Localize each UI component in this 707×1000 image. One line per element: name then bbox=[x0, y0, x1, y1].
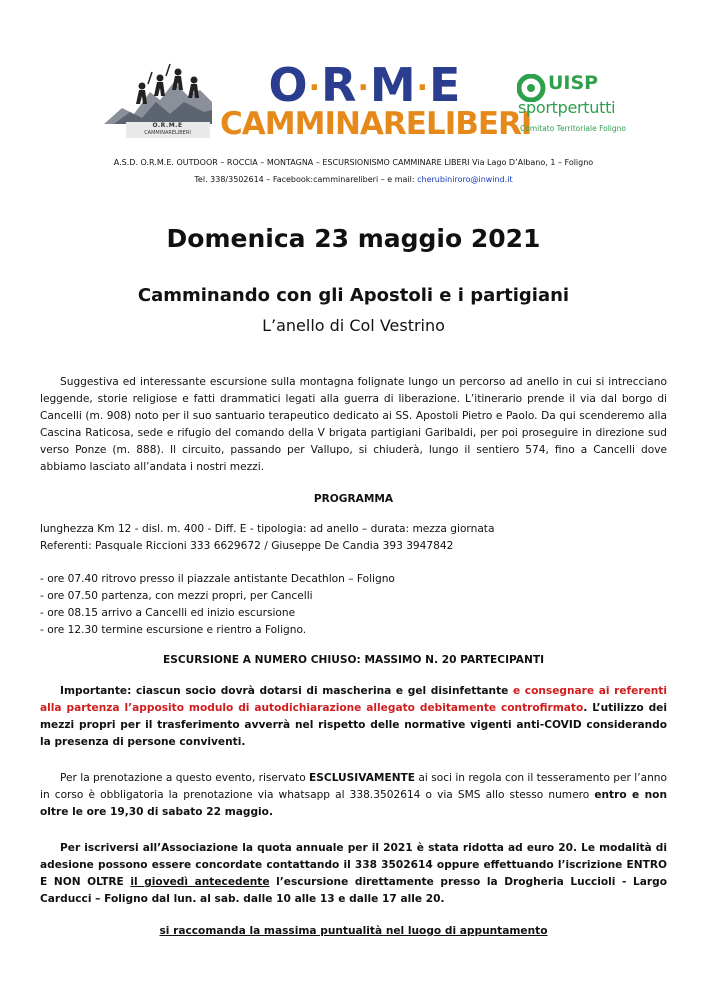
important-text-end: . L’utilizzo dei mezzi propri per il trasferimento avverrà nel rispetto delle normative vigenti anti-COVID considerando la presenza di persone conviventi. bbox=[40, 702, 667, 748]
page-header bbox=[0, 58, 707, 144]
programma-heading: PROGRAMMA bbox=[313, 493, 394, 505]
uisp-comitato: Comitato Territoriale Foligno bbox=[520, 124, 626, 133]
important-red-text: e consegnare ai referenti alla partenza l’apposito modulo di autodichiarazione allegato debitamente controfirmato bbox=[40, 685, 667, 714]
left-logo-sub: CAMMINARELIBERI bbox=[144, 130, 191, 136]
contact-phone-text: Tel. 338/3502614 – Facebook:camminareliberi – e mail: bbox=[194, 175, 418, 184]
uisp-name: UISP bbox=[548, 72, 599, 94]
orme-letter-o: O bbox=[268, 58, 309, 112]
details-line: Referenti: Pasquale Riccioni 333 6629672 / Giuseppe De Candia 393 3947842 bbox=[40, 540, 454, 552]
orme-letter-m: M bbox=[369, 58, 417, 112]
booking-text-mid: ai soci in regola con il tesseramento per l’anno in corso è obbligatoria la prenotazione via whatsapp al 338.3502614 o via SMS allo stesso numero bbox=[40, 772, 667, 801]
details-line: lunghezza Km 12 - disl. m. 400 - Diff. E - tipologia: ad anello – durata: mezza giornata bbox=[40, 523, 495, 535]
orme-title: O·R·M·E bbox=[268, 58, 462, 112]
orme-subtitle: CAMMINARELIBERI bbox=[220, 106, 532, 142]
participants-limit: ESCURSIONE A NUMERO CHIUSO: MASSIMO N. 20 PARTECIPANTI bbox=[162, 654, 545, 666]
schedule-item: - ore 07.50 partenza, con mezzi propri, per Cancelli bbox=[40, 590, 313, 602]
membership-underlined: il giovedì antecedente bbox=[130, 876, 270, 888]
orme-letter-e: E bbox=[429, 58, 462, 112]
booking-text: Per la prenotazione a questo evento, riservato bbox=[60, 772, 310, 784]
contact-line-phone bbox=[0, 175, 707, 184]
membership-text-end: l’escursione direttamente presso la Drogheria Luccioli - Largo Carducci – Foligno dal lun. al sab. dalle 10 alle 13 e dalle 17 alle 20. bbox=[40, 876, 667, 905]
schedule-item: - ore 12.30 termine escursione e rientro a Foligno. bbox=[40, 624, 307, 636]
event-subtitle: Camminando con gli Apostoli e i partigiani bbox=[137, 285, 570, 306]
event-date-title: Domenica 23 maggio 2021 bbox=[166, 224, 541, 253]
important-paragraph bbox=[40, 683, 667, 751]
booking-deadline: entro e non oltre le ore 19,30 di sabato 22 maggio. bbox=[40, 789, 668, 818]
orme-letter-r: R bbox=[321, 58, 358, 112]
programma-details bbox=[40, 521, 667, 555]
left-logo-label: O.R.M.E bbox=[152, 122, 183, 129]
membership-paragraph bbox=[40, 840, 667, 908]
event-subtitle-secondary: L’anello di Col Vestrino bbox=[262, 316, 445, 335]
punctuality-note: si raccomanda la massima puntualità nel luogo di appuntamento bbox=[159, 925, 548, 937]
intro-paragraph: Suggestiva ed interessante escursione sulla montagna folignate lungo un percorso ad anello in cui si intrecciano leggende, storie religiose e fatti drammatici legati alla guerra di liberazione. L’itinerario prende il via dal borgo di Cancelli (m. 908) noto per il suo santuario terapeutico dedicato ai SS. Apostoli Pietro e Paolo. Da qui scenderemo alla Cascina Raticosa, sede e rifugio del comando della V brigata partigiani Garibaldi, per poi proseguire in direzione sud verso Ponze (m. 888). Il circuito, passando per Vallupo, si chiuderà, lungo il sentiero 574, fino a Cancelli dove abbiamo lasciato all’andata i nostri mezzi. bbox=[40, 376, 667, 473]
contact-line-address: A.S.D. O.R.M.E. OUTDOOR – ROCCIA – MONTAGNA – ESCURSIONISMO CAMMINARE LIBERI Via Lago D’Albano, 1 – Foligno bbox=[113, 158, 594, 167]
schedule-item: - ore 08.15 arrivo a Cancelli ed inizio escursione bbox=[40, 607, 296, 619]
contact-email-link[interactable]: cherubiniroro@inwind.it bbox=[417, 175, 513, 184]
schedule-item: - ore 07.40 ritrovo presso il piazzale antistante Decathlon – Foligno bbox=[40, 573, 395, 585]
booking-paragraph bbox=[40, 770, 667, 821]
uisp-tagline: sportpertutti bbox=[518, 98, 616, 117]
booking-bold-exclusive: ESCLUSIVAMENTE bbox=[309, 772, 416, 784]
membership-text: Per iscriversi all’Associazione la quota annuale per il 2021 è stata ridotta ad euro 20. Le modalità di adesione possono essere concordate contattando il 338 3502614 oppure effettuando l’iscrizione ENTRO E NON OLTRE bbox=[40, 842, 667, 888]
programma-schedule bbox=[40, 571, 667, 639]
important-text: Importante: ciascun socio dovrà dotarsi di mascherina e gel disinfettante bbox=[60, 685, 513, 697]
